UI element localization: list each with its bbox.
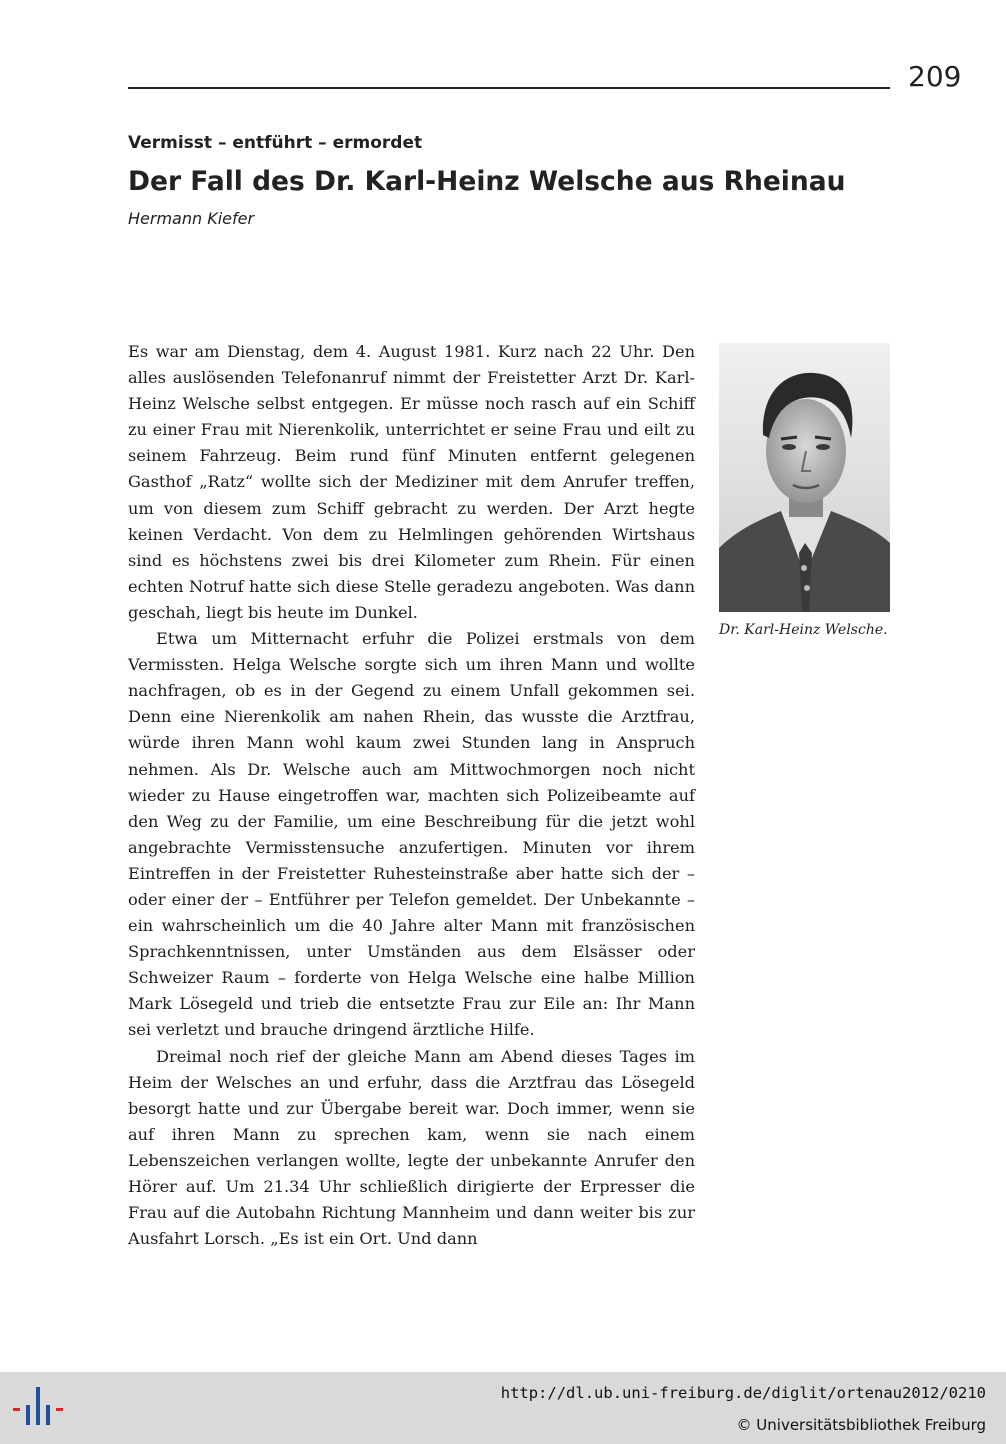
article-author: Hermann Kiefer — [128, 209, 255, 228]
footer-url[interactable]: http://dl.ub.uni-freiburg.de/diglit/ortenau2012/0210 — [500, 1384, 986, 1402]
paragraph-3: Dreimal noch rief der gleiche Mann am Abend dieses Tages im Heim der Welsches an und erfuhr, dass die Arztfrau das Lösegeld besorgt hatte und zur Übergabe bereit war. Doch immer, wenn sie auf ihren Mann zu sprechen kam, wenn sie nach einem Lebenszeichen verlangen wollte, legte der unbekannte Anrufer den Hörer auf. Um 21.34 Uhr schließlich dirigierte der Erpresser die Frau auf die Autobahn Richtung Mannheim und dann weiter bis zur Ausfahrt Lorsch. „Es ist ein Ort. Und dann — [128, 1046, 695, 1249]
article-title: Der Fall des Dr. Karl-Heinz Welsche aus Rheinau — [128, 166, 846, 197]
page-number: 209 — [908, 60, 962, 93]
header-rule — [128, 87, 890, 89]
portrait-illustration — [719, 343, 890, 612]
footer-copyright: © Universitätsbibliothek Freiburg — [736, 1416, 986, 1434]
paragraph-1: Es war am Dienstag, dem 4. August 1981. Kurz nach 22 Uhr. Den alles auslösenden Telefonanruf nimmt der Freistetter Arzt Dr. Karl-Heinz Welsche selbst entgegen. Er müsse noch rasch auf ein Schiff zu einer Frau mit Nierenkolik, unterrichtet er seine Frau und eilt zu seinem Fahrzeug. Beim rund fünf Minuten entfernt gelegenen Gasthof „Ratz“ wollte sich der Mediziner mit dem Anrufer treffen, um von diesem zum Schiff gebracht zu werden. Der Arzt hegte keinen Verdacht. Von dem zu Helmlingen gehörenden Wirtshaus sind es höchstens zwei bis drei Kilometer zum Rhein. Für einen echten Notruf hatte sich diese Stelle geradezu angeboten. Was dann geschah, liegt bis heute im Dunkel. — [128, 342, 695, 622]
paragraph-2: Etwa um Mitternacht erfuhr die Polizei erstmals von dem Vermissten. Helga Welsche sorgte sich um ihren Mann und wollte nachfragen, ob es in der Gegend zu einem Unfall gekommen sei. Denn eine Nierenkolik am nahen Rhein, das wusste die Arztfrau, würde ihren Mann wohl kaum zwei Stunden lang in Anspruch nehmen. Als Dr. Welsche auch am Mittwochmorgen noch nicht wieder zu Hause eingetroffen war, machten sich Polizeibeamte auf den Weg zu der Familie, um eine Beschreibung für die jetzt wohl angebrachte Vermisstensuche anzufertigen. Minuten vor ihrem Eintreffen in der Freistetter Ruhesteinstraße aber hatte sich der – oder einer der – Entführer per Telefon gemeldet. Der Unbekannte – ein wahrscheinlich um die 40 Jahre alter Mann mit französischen Sprachkenntnissen, unter Umständen aus dem Elsässer oder Schweizer Raum – forderte von Helga Welsche eine halbe Million Mark Lösegeld und trieb die entsetzte Frau zur Eile an: Ihr Mann sei verletzt und brauche dringend ärztliche Hilfe. — [128, 629, 695, 1040]
footer-bar — [0, 1372, 1006, 1444]
photo-caption: Dr. Karl-Heinz Welsche. — [719, 622, 888, 638]
article-kicker: Vermisst – entführt – ermordet — [128, 133, 423, 153]
article-body — [128, 339, 695, 1252]
ub-freiburg-logo-icon — [12, 1383, 64, 1437]
portrait-photo — [719, 343, 890, 612]
